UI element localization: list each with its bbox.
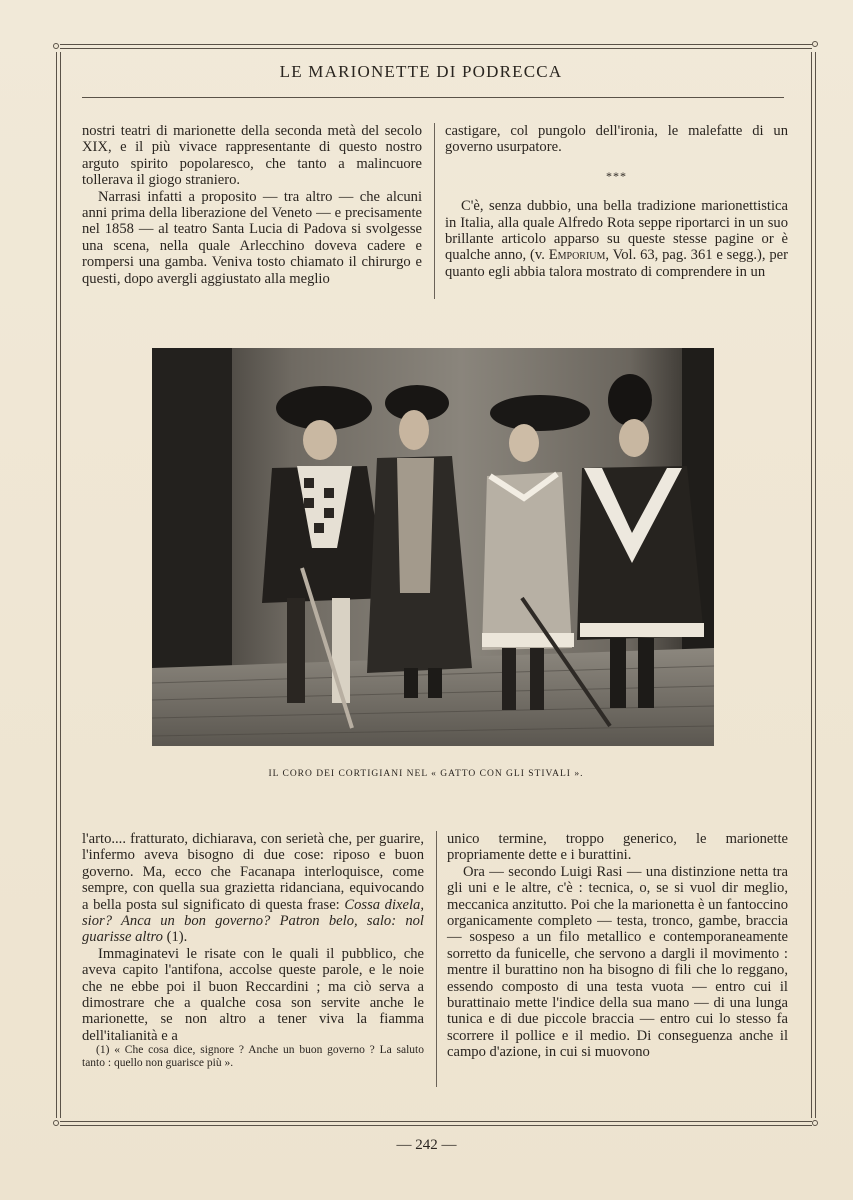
paragraph: unico termine, troppo generico, le marionette propriamente dette e i burattini.	[447, 831, 788, 864]
frame-right-rule-inner	[815, 52, 816, 1118]
marionettes-illustration	[152, 348, 714, 746]
frame-top-rule	[60, 44, 812, 45]
bottom-left-column	[82, 831, 424, 1070]
paragraph: C'è, senza dubbio, una bella tradizione marionettistica in Italia, alla quale Alfredo Rota seppe riportarci in un suo brillante articolo apparso su queste stesse pagine or è qualche anno, (v. Emporium, Vol. 63, pag. 361 e segg.), per quanto egli abbia talora mostrato di comprendere in un	[445, 198, 789, 280]
paragraph: Narrasi infatti a proposito — tra altro — che alcuni anni prima della liberazione del Veneto — e precisamente nel 1858 — al teatro Santa Lucia di Padova si svolgesse una scena, nella quale Arlecchino doveva cadere e rompersi una gamba. Veniva tosto chiamato il chirurgo e questi, dopo avergli aggiustato alla meglio	[82, 188, 422, 287]
dialect-quote: Cossa dixela, sior? Anca un bon governo? Patron belo, salo: nol guarisse altro	[82, 896, 424, 946]
corner-ornament-top-left	[53, 43, 59, 49]
column-divider-bottom	[436, 831, 437, 1087]
paragraph: l'arto.... fratturato, dichiarava, con serietà che, per guarire, l'infermo aveva bisogno di due cose: riposo e buon governo. Ma, ecco che Facanapa interloquisce, come sempre, con quella sua grazietta ridanciana, equivocando a bella posta sul significato di questa frase: Cossa dixela, sior? Anca un bon governo? Patron belo, salo: nol guarisse altro (1).	[82, 831, 424, 946]
corner-ornament-bottom-left	[53, 1120, 59, 1126]
bottom-right-column	[447, 831, 788, 1061]
journal-name: Emporium	[548, 247, 606, 264]
corner-ornament-top-right	[812, 41, 818, 47]
column-divider-top	[434, 123, 435, 299]
header-rule	[82, 97, 784, 98]
paragraph: castigare, col pungolo dell'ironia, le malefatte di un governo usurpatore.	[445, 123, 788, 156]
paragraph: Ora — secondo Luigi Rasi — una distinzione netta tra gli uni e le altre, c'è : tecnica, o, se si vuol dir meglio, meccanica anzitutto. Poi che la marionetta è un fantoccino organicamente completo — testa, tronco, gambe, braccia — sospeso a un filo metallico e contemporaneamente sorretto da funicelle, che servono a dargli il movimento : mentre il burattino non ha bisogno di fili che lo reggano, essendo composto di una testa vuota — entro cui il burattinaio mette l'indice della sua mano — di una lunga tunica e di due piccole braccia — entro cui lo stesso fa scorrere il pollice e il medio. Di conseguenza anche il campo d'azione, in cui si muovono	[447, 863, 788, 1061]
frame-right-rule	[811, 52, 812, 1118]
top-left-column	[82, 123, 422, 287]
running-header: LE MARIONETTE DI PODRECCA	[279, 62, 563, 81]
frame-bottom-rule	[60, 1121, 812, 1122]
section-separator: ***	[606, 168, 627, 183]
paragraph: Immaginatevi le risate con le quali il pubblico, che aveva capito l'antifona, accolse queste parole, e le noie che ne ebbe poi il buon Reccardini ; ma ciò serva a dimostrare che a qualche cosa son servite anche le marionette, se non altro a tener viva la fiamma dell'italianità e a	[82, 945, 424, 1044]
frame-top-rule-inner	[60, 48, 812, 49]
frame-left-rule-inner	[60, 52, 61, 1118]
marionette-photograph	[152, 348, 714, 746]
top-right-column	[445, 123, 788, 280]
page-number: — 242 —	[396, 1137, 457, 1153]
corner-ornament-bottom-right	[812, 1120, 818, 1126]
frame-left-rule	[56, 52, 57, 1118]
frame-bottom-rule-inner	[60, 1125, 812, 1126]
photo-caption: IL CORO DEI CORTIGIANI NEL « GATTO CON GLI STIVALI ».	[268, 769, 584, 779]
footnote: (1) « Che cosa dice, signore ? Anche un buon governo ? La saluto tanto : quello non guarisce più ».	[82, 1044, 424, 1070]
paragraph: nostri teatri di marionette della seconda metà del secolo XIX, e il più vivace rappresentante di questo nostro arguto spirito popolaresco, che tanto a malincuore tollerava il giogo straniero.	[82, 123, 422, 189]
